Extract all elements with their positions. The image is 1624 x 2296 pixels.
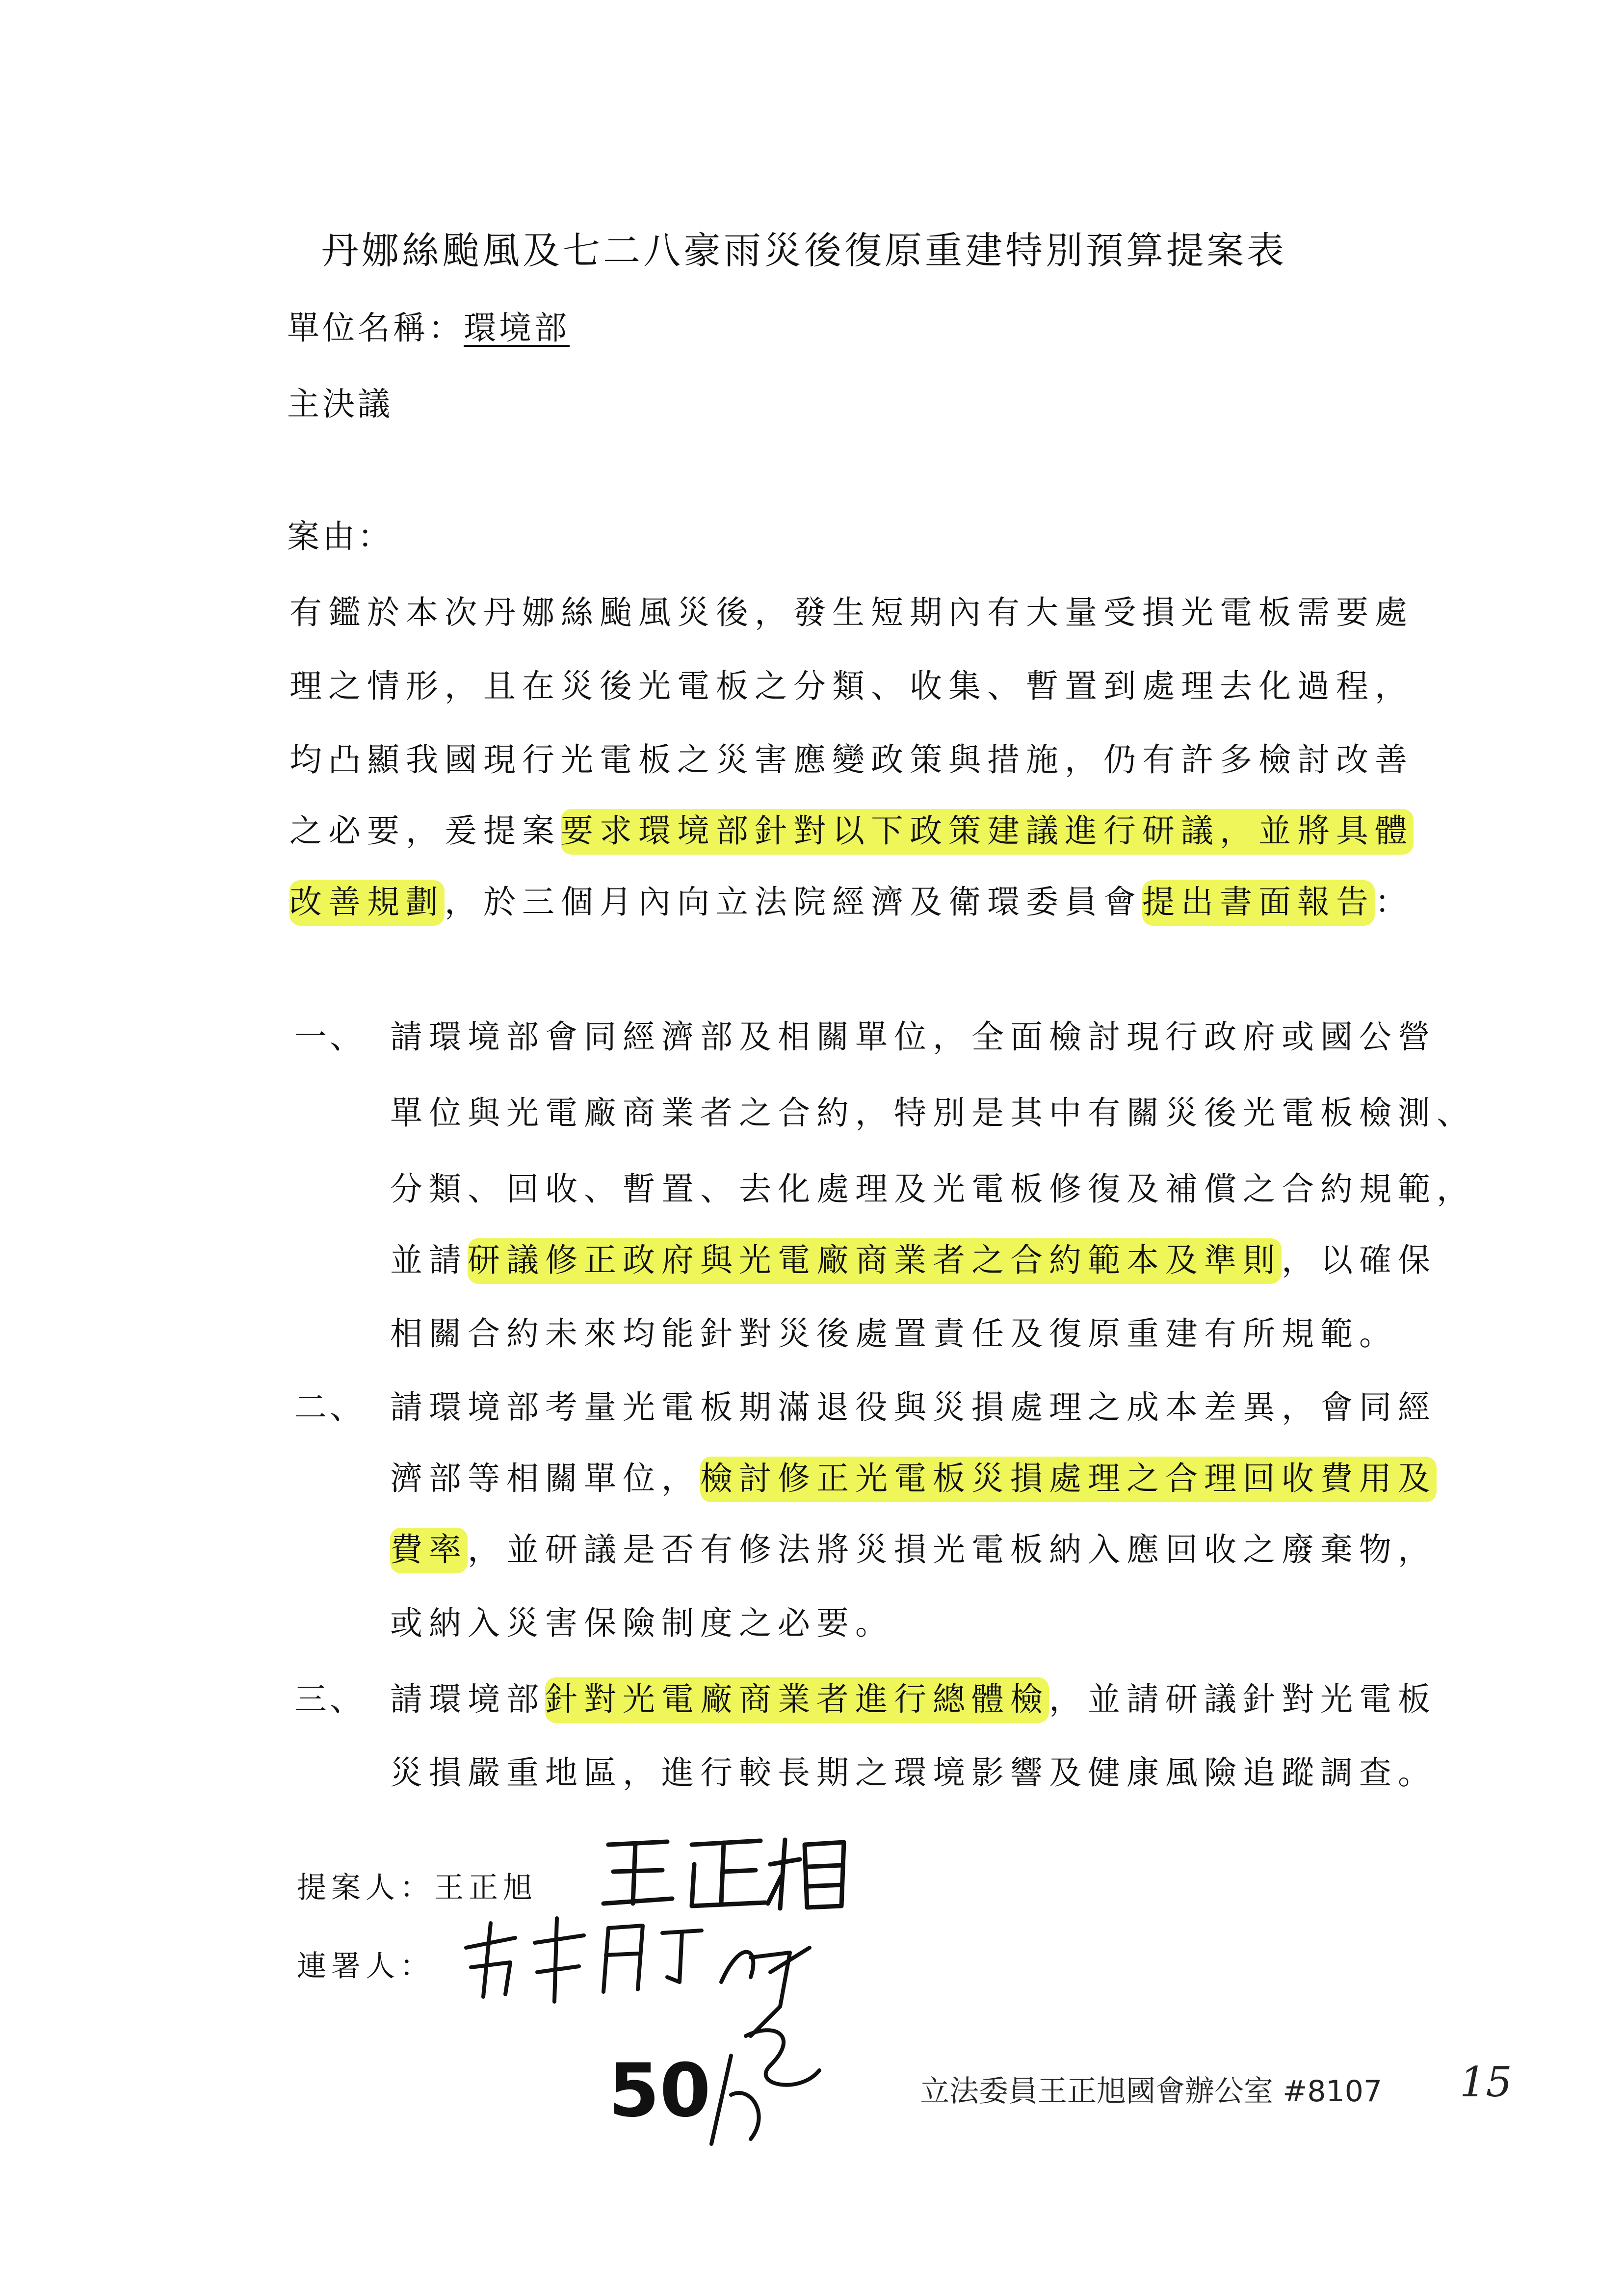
reason-line [289, 660, 1414, 706]
text-segment: ： [1375, 883, 1414, 921]
item-line [390, 1234, 1437, 1280]
text-segment: ，並研議是否有修法將災損光電板納入應回收之廢棄物， [468, 1531, 1437, 1568]
text-segment: 請環境部 [390, 1680, 545, 1718]
text-segment: 請環境部考量光電板期滿退役與災損處理之成本差異，會同經 [390, 1388, 1437, 1426]
item-line [390, 1452, 1437, 1499]
text-segment: ，並請研議針對光電板 [1049, 1680, 1437, 1718]
unit-value: 環境部 [464, 309, 570, 347]
item-line [390, 1307, 1398, 1354]
highlighted-text: 提出書面報告 [1142, 880, 1375, 926]
reason-line [289, 876, 1414, 922]
highlighted-text: 要求環境部針對以下政策建議進行研議，並將具體 [561, 809, 1414, 855]
proposer-signature [599, 1830, 854, 1918]
item-line [390, 1523, 1437, 1570]
highlighted-text: 研議修正政府與光電廠商業者之合約範本及準則 [468, 1238, 1282, 1284]
item-number: 一、 [294, 1018, 365, 1056]
cosigner-label: 連署人： [297, 1949, 434, 1983]
resolution-type: 主決議 [287, 385, 393, 423]
item-line [390, 1597, 894, 1644]
document-title: 丹娜絲颱風及七二八豪雨災後復原重建特別預算提案表 [321, 229, 1287, 272]
item-line [390, 1747, 1437, 1793]
highlighted-text: 檢討修正光電板災損處理之合理回收費用及 [700, 1457, 1437, 1502]
item-line [390, 1087, 1475, 1133]
text-segment: 或納入災害保險制度之必要。 [390, 1604, 894, 1642]
item-number: 二、 [294, 1388, 365, 1426]
highlighted-text: 費率 [390, 1528, 468, 1573]
text-segment: 理之情形，且在災後光電板之分類、收集、暫置到處理去化過程， [289, 667, 1414, 705]
item-line [390, 1163, 1475, 1209]
text-segment: 單位與光電廠商業者之合約，特別是其中有關災後光電板檢測、 [390, 1094, 1475, 1132]
reason-line [289, 586, 1414, 633]
text-segment: 濟部等相關單位， [390, 1460, 700, 1497]
text-segment: 相關合約未來均能針對災後處置責任及復原重建有所規範。 [390, 1315, 1398, 1353]
highlighted-text: 針對光電廠商業者進行總體檢 [545, 1677, 1049, 1723]
reason-line [289, 805, 1414, 851]
unit-line [287, 302, 570, 348]
page-number: 15 [1460, 2058, 1512, 2106]
reason-line [289, 733, 1414, 780]
office-stamp: 立法委員王正旭國會辦公室 #8107 [920, 2074, 1383, 2109]
text-segment: 分類、回收、暫置、去化處理及光電板修復及補償之合約規範， [390, 1170, 1475, 1208]
text-segment: 之必要，爰提案 [289, 812, 561, 850]
text-segment: 災損嚴重地區，進行較長期之環境影響及健康風險追蹤調查。 [390, 1754, 1437, 1792]
text-segment: ，以確保 [1282, 1241, 1437, 1279]
item-line [390, 1381, 1437, 1428]
proposer-label: 提案人：王正旭 [297, 1871, 537, 1905]
text-segment: 均凸顯我國現行光電板之災害應變政策與措施，仍有許多檢討改善 [289, 741, 1414, 779]
text-segment: 並請 [390, 1241, 468, 1279]
highlighted-text: 改善規劃 [289, 880, 445, 926]
unit-label: 單位名稱： [287, 309, 464, 347]
handwritten-count: 50 [608, 2048, 711, 2134]
item-number: 三、 [294, 1680, 365, 1718]
item-line [390, 1011, 1437, 1057]
item-line [390, 1673, 1437, 1720]
text-segment: ，於三個月內向立法院經濟及衛環委員會 [445, 883, 1142, 921]
text-segment: 請環境部會同經濟部及相關單位，全面檢討現行政府或國公營 [390, 1018, 1437, 1056]
text-segment: 有鑑於本次丹娜絲颱風災後，發生短期內有大量受損光電板需要處 [289, 594, 1414, 631]
reason-heading: 案由： [287, 518, 393, 555]
